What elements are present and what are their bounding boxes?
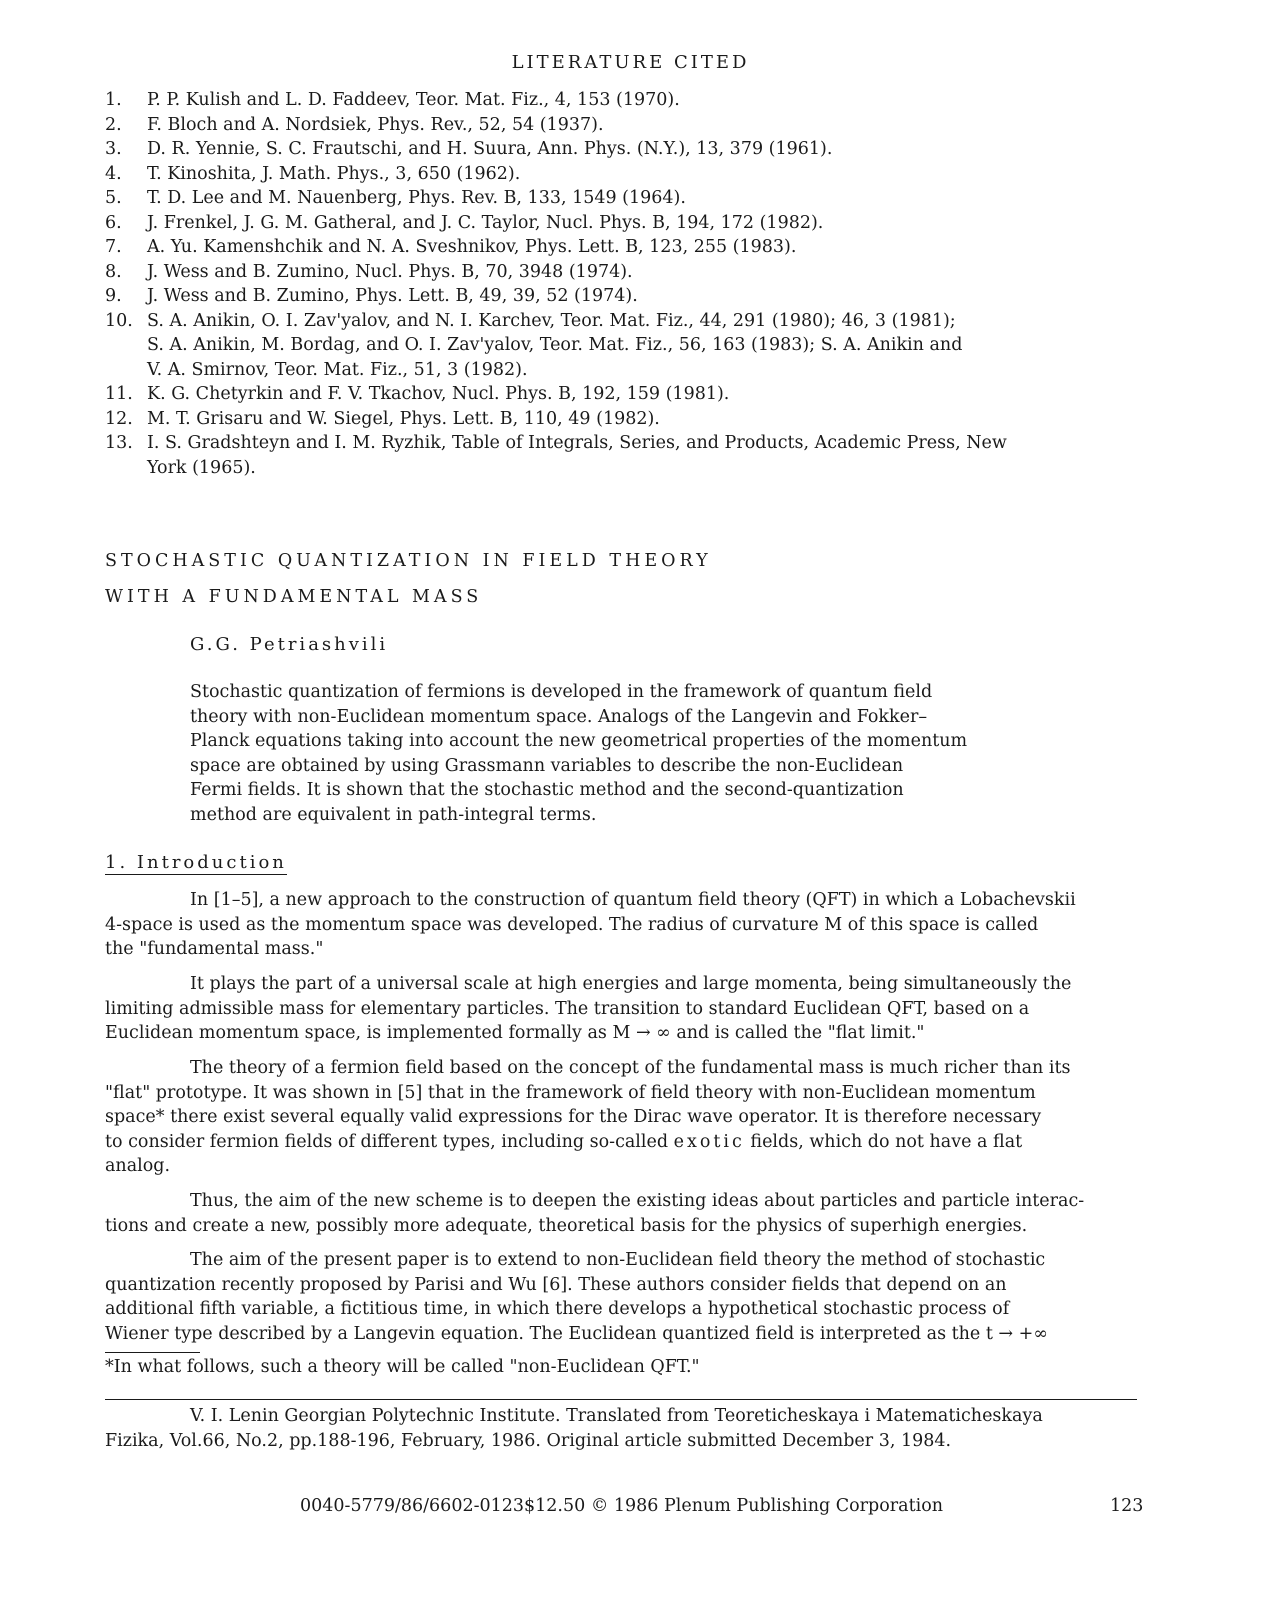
reference-text: P. P. Kulish and L. D. Faddeev, Teor. Mat. Fiz., 4, 153 (1970). <box>147 90 680 110</box>
abstract-line: method are equivalent in path-integral terms. <box>190 804 597 825</box>
reference-number: 11. <box>105 384 133 404</box>
reference-number: 8. <box>105 261 122 282</box>
abstract-line: Planck equations taking into account the new geometrical properties of the momentum <box>190 731 968 751</box>
reference-text: J. Wess and B. Zumino, Phys. Lett. B, 49, 39, 52 (1974). <box>147 286 638 306</box>
reference-item <box>105 235 1165 260</box>
article-title-line-2: WITH A FUNDAMENTAL MASS <box>105 587 483 607</box>
author-name: G.G. Petriashvili <box>190 634 389 655</box>
reference-item <box>105 260 1165 285</box>
reference-text: D. R. Yennie, S. C. Frautschi, and H. Suura, Ann. Phys. (N.Y.), 13, 379 (1961). <box>147 139 833 159</box>
paragraph-2: It plays the part of a universal scale at high energies and large momenta, being simultaneously the limiting admissible mass for elementary particles. The transition to standard Euclidean QFT, based on a Euclidean momentum space, is implemented formally as M → ∞ and is called the "flat limit." <box>105 974 1072 1043</box>
reference-text: F. Bloch and A. Nordsiek, Phys. Rev., 52, 54 (1937). <box>147 114 604 135</box>
reference-number: 10. <box>105 310 133 331</box>
reference-number: 12. <box>105 408 133 429</box>
footnote: *In what follows, such a theory will be called "non-Euclidean QFT." <box>105 1357 700 1377</box>
reference-text: J. Wess and B. Zumino, Nucl. Phys. B, 70, 3948 (1974). <box>147 261 633 282</box>
paragraph-3: The theory of a fermion field based on the concept of the fundamental mass is much richer than its "flat" prototype. It was shown in [5] that in the framework of field theory with non-Euclidean momentum space* there exist several equally valid expressions for the Dirac wave operator. It is therefore necessary to consider fermion fields of different types, including so-called exotic fields, which do not have a flat analog. <box>105 1058 1071 1176</box>
abstract-line: theory with non-Euclidean momentum space. Analogs of the Langevin and Fokker– <box>190 706 928 727</box>
affiliation-divider <box>105 1399 1137 1400</box>
reference-number: 13. <box>105 433 133 453</box>
reference-item <box>105 284 1165 309</box>
reference-number: 3. <box>105 139 122 159</box>
reference-item <box>105 137 1165 162</box>
reference-item <box>105 211 1165 236</box>
reference-number: 6. <box>105 212 122 233</box>
reference-item <box>105 382 1165 407</box>
paragraph-4: Thus, the aim of the new scheme is to deepen the existing ideas about particles and particle interac- tions and create a new, possibly more adequate, theoretical basis for the physics of superhigh energies. <box>105 1191 1085 1236</box>
reference-text: S. A. Anikin, O. I. Zav'yalov, and N. I. Karchev, Teor. Mat. Fiz., 44, 291 (1980); 46, 3 (1981); S. A. Anikin, M. Bordag, and O. I. Zav'yalov, Teor. Mat. Fiz., 56, 163 (1983); S. A. Anikin and V. A. Smirnov, Teor. Mat. Fiz., 51, 3 (1982). <box>147 310 963 380</box>
reference-text: I. S. Gradshteyn and I. M. Ryzhik, Table of Integrals, Series, and Products, Academic Press, New York (1965). <box>147 433 1007 478</box>
reference-text: J. Frenkel, J. G. M. Gatheral, and J. C. Taylor, Nucl. Phys. B, 194, 172 (1982). <box>147 212 824 233</box>
reference-item <box>105 186 1165 211</box>
abstract-line: Stochastic quantization of fermions is developed in the framework of quantum field <box>190 682 933 702</box>
reference-number: 7. <box>105 237 122 257</box>
reference-item <box>105 309 1165 383</box>
publication-code: 0040-5779/86/6602-0123$12.50 © 1986 Plenum Publishing Corporation <box>300 1496 944 1516</box>
page-number: 123 <box>1110 1496 1144 1516</box>
reference-list <box>105 88 1165 480</box>
reference-text: T. Kinoshita, J. Math. Phys., 3, 650 (1962). <box>147 163 521 184</box>
paragraph-1: In [1–5], a new approach to the construction of quantum field theory (QFT) in which a Lobachevskii 4-space is used as the momentum space was developed. The radius of curvature M of this space is called the "fundamental mass." <box>105 890 1076 959</box>
reference-number: 9. <box>105 286 122 306</box>
emphasized-term: exotic <box>673 1131 745 1152</box>
reference-text: M. T. Grisaru and W. Siegel, Phys. Lett. B, 110, 49 (1982). <box>147 408 660 429</box>
article-title-line-1: STOCHASTIC QUANTIZATION IN FIELD THEORY <box>105 551 712 571</box>
section-heading-introduction: 1. Introduction <box>105 852 287 873</box>
reference-number: 2. <box>105 114 122 135</box>
abstract-line: space are obtained by using Grassmann variables to describe the non-Euclidean <box>190 755 904 776</box>
abstract <box>190 680 1010 827</box>
reference-text: T. D. Lee and M. Nauenberg, Phys. Rev. B, 133, 1549 (1964). <box>147 188 686 208</box>
reference-number: 5. <box>105 188 122 208</box>
affiliation-note: V. I. Lenin Georgian Polytechnic Institute. Translated from Teoreticheskaya i Matematicheskaya Fizika, Vol.66, No.2, pp.188-196, February, 1986. Original article submitted December 3, 1984. <box>105 1406 1043 1451</box>
reference-number: 1. <box>105 90 122 110</box>
footnote-divider <box>105 1352 200 1353</box>
reference-number: 4. <box>105 163 122 184</box>
abstract-line: Fermi fields. It is shown that the stochastic method and the second-quantization <box>190 780 904 800</box>
literature-cited-heading: LITERATURE CITED <box>511 52 750 73</box>
reference-text: K. G. Chetyrkin and F. V. Tkachov, Nucl. Phys. B, 192, 159 (1981). <box>147 384 730 404</box>
reference-item <box>105 407 1165 432</box>
reference-text: A. Yu. Kamenshchik and N. A. Sveshnikov, Phys. Lett. B, 123, 255 (1983). <box>147 237 797 257</box>
paragraph-5: The aim of the present paper is to extend to non-Euclidean field theory the method of stochastic quantization recently proposed by Parisi and Wu [6]. These authors consider fields that depend on an additional fifth variable, a fictitious time, in which there develops a hypothetical stochastic process of Wiener type described by a Langevin equation. The Euclidean quantized field is interpreted as the t → +∞ <box>105 1250 1048 1344</box>
reference-item <box>105 431 1165 480</box>
reference-item <box>105 113 1165 138</box>
reference-item <box>105 88 1165 113</box>
reference-item <box>105 162 1165 187</box>
